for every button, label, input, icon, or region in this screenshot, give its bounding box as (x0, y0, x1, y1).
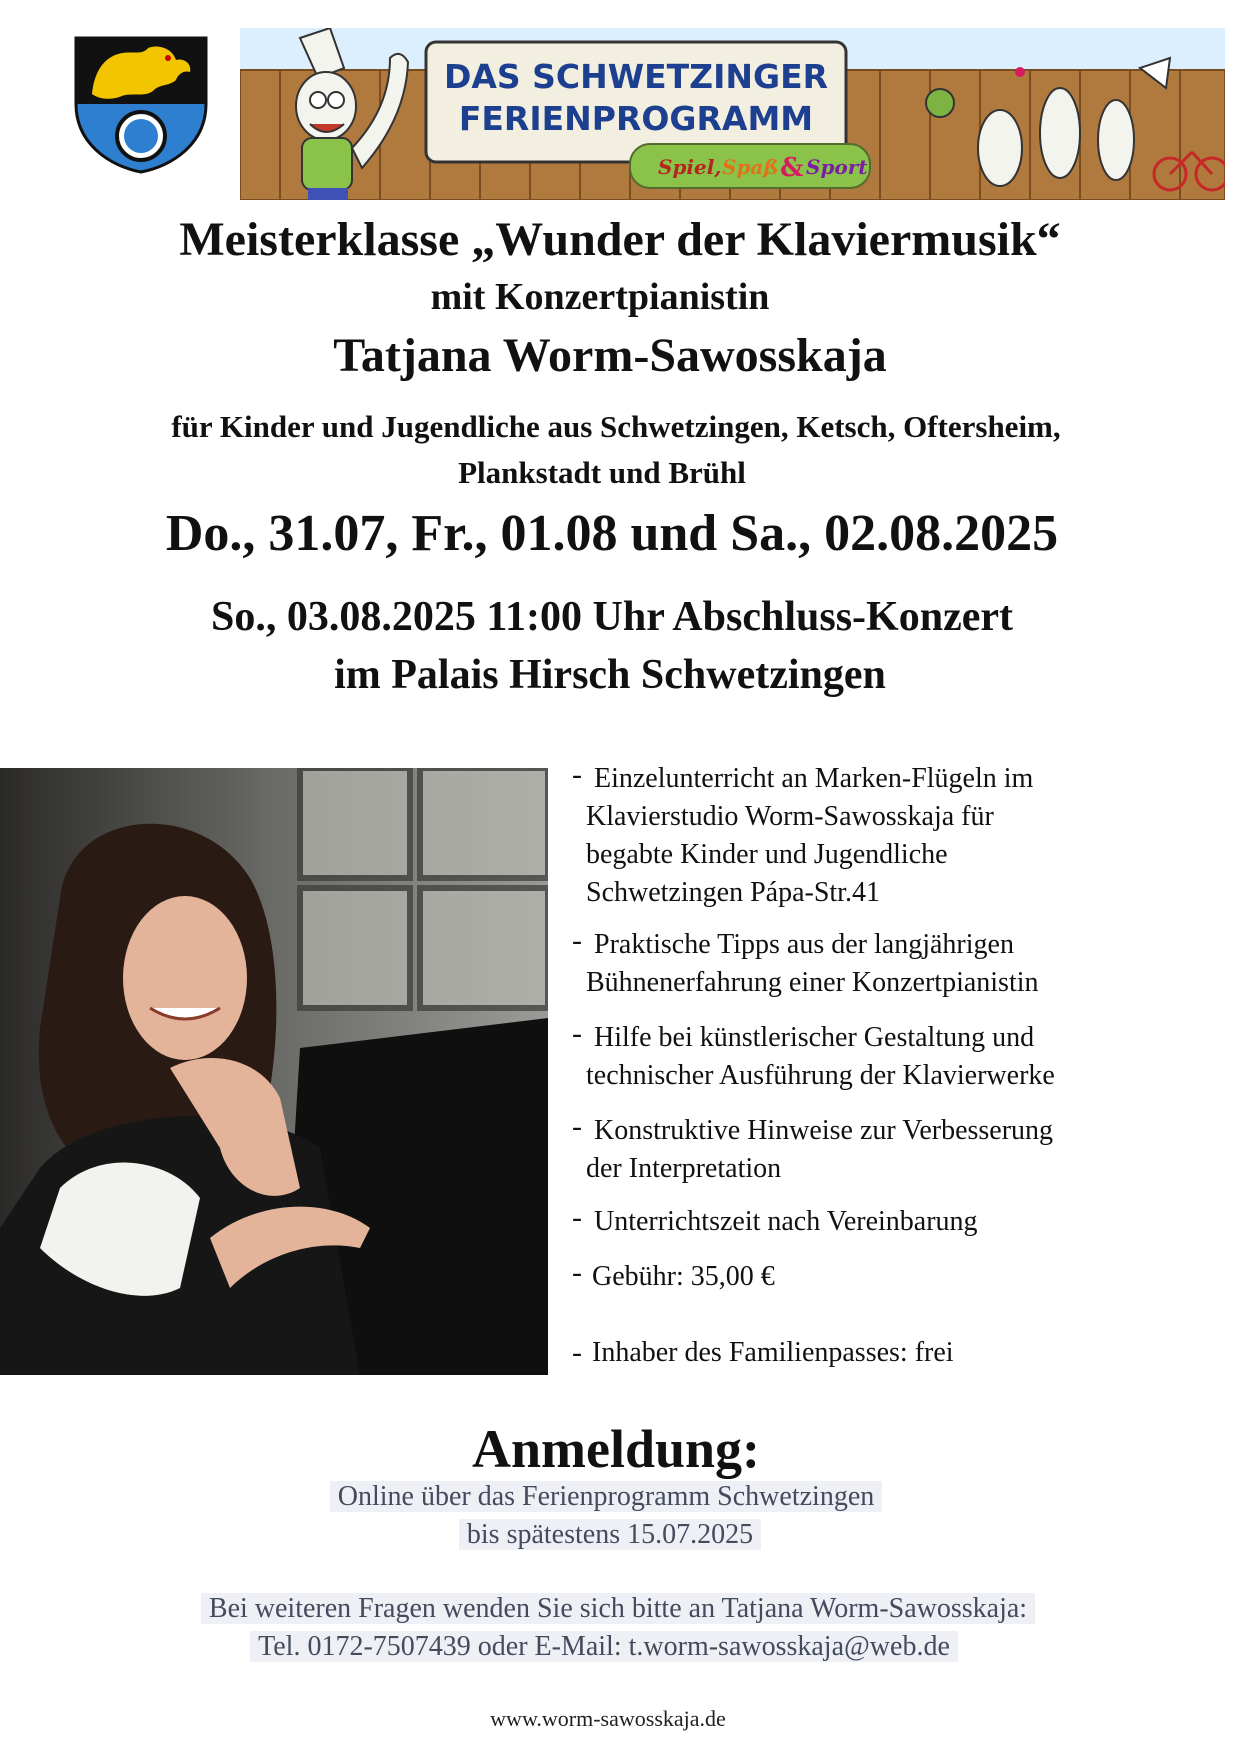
list-dash: - (572, 758, 582, 791)
list-item-line: Gebühr: 35,00 € (592, 1261, 775, 1292)
banner-tagline-3: Sport (806, 155, 868, 179)
banner-line2: FERIENPROGRAMM (458, 99, 814, 138)
list-dash: - (572, 1110, 582, 1143)
registration-line-2 (0, 1516, 1230, 1554)
registration-heading: Anmeldung: (471, 1419, 761, 1479)
event-subtitle: mit Konzertpianistin (430, 276, 770, 318)
audience-line-2: Plankstadt und Brühl (458, 455, 746, 490)
list-dash: - (572, 1201, 582, 1234)
list-dash: - (572, 1256, 582, 1289)
list-item-line: Klavierstudio Worm-Sawosskaja für (586, 801, 994, 832)
list-dash: - (572, 1336, 582, 1369)
list-item-line: Bühnenerfahrung einer Konzertpianistin (586, 967, 1039, 998)
list-item (572, 760, 1222, 912)
pianist-photo (0, 768, 548, 1375)
list-item-line: Einzelunterricht an Marken-Flügeln im (594, 763, 1034, 794)
ferienprogramm-banner (240, 28, 1225, 200)
town-crest (72, 34, 210, 174)
list-item-line: der Interpretation (586, 1153, 782, 1184)
list-item-line: Konstruktive Hinweise zur Verbesserung (594, 1115, 1054, 1146)
banner-tagline-amp: & (780, 153, 804, 183)
list-item (572, 1112, 1222, 1188)
list-dash: - (572, 1017, 582, 1050)
event-title: Meisterklasse „Wunder der Klaviermusik“ (179, 213, 1061, 266)
list-item (572, 926, 1222, 1002)
list-item-line: Unterrichtszeit nach Vereinbarung (594, 1206, 978, 1237)
banner-tagline-1: Spiel, (658, 155, 722, 179)
banner-tagline-2: Spaß (722, 155, 779, 179)
list-item (572, 1334, 1222, 1372)
concert-line-2: im Palais Hirsch Schwetzingen (334, 652, 886, 698)
list-item (572, 1258, 1222, 1296)
list-item-line: begabte Kinder und Jugendliche (586, 839, 948, 870)
list-item-line: Praktische Tipps aus der langjährigen (594, 929, 1014, 960)
course-dates: Do., 31.07, Fr., 01.08 und Sa., 02.08.2025 (165, 505, 1059, 562)
concert-line-1: So., 03.08.2025 11:00 Uhr Abschluss-Konzert (211, 594, 1013, 640)
pianist-name: Tatjana Worm-Sawosskaja (333, 329, 887, 382)
audience-line-1: für Kinder und Jugendliche aus Schwetzingen, Ketsch, Oftersheim, (171, 409, 1061, 444)
list-item-line: Hilfe bei künstlerischer Gestaltung und (594, 1022, 1035, 1053)
registration-text-1: Online über das Ferienprogramm Schwetzingen (330, 1481, 883, 1512)
contact-line-2 (0, 1628, 1224, 1666)
contact-text-1: Bei weiteren Fragen wenden Sie sich bitte an Tatjana Worm-Sawosskaja: (201, 1593, 1035, 1624)
contact-text-2: Tel. 0172-7507439 oder E-Mail: t.worm-sawosskaja@web.de (250, 1631, 958, 1662)
list-dash: - (572, 924, 582, 957)
list-item (572, 1203, 1222, 1241)
list-item-line: Schwetzingen Pápa-Str.41 (586, 877, 880, 908)
list-item-line: technischer Ausführung der Klavierwerke (586, 1060, 1055, 1091)
contact-line-1 (0, 1590, 1238, 1628)
banner-line1: DAS SCHWETZINGER (443, 57, 829, 96)
website-url: www.worm-sawosskaja.de (490, 1706, 726, 1731)
registration-text-2: bis spätestens 15.07.2025 (459, 1519, 761, 1550)
list-item-line: Inhaber des Familienpasses: frei (592, 1337, 954, 1368)
list-item (572, 1019, 1222, 1095)
registration-line-1 (0, 1478, 1226, 1516)
